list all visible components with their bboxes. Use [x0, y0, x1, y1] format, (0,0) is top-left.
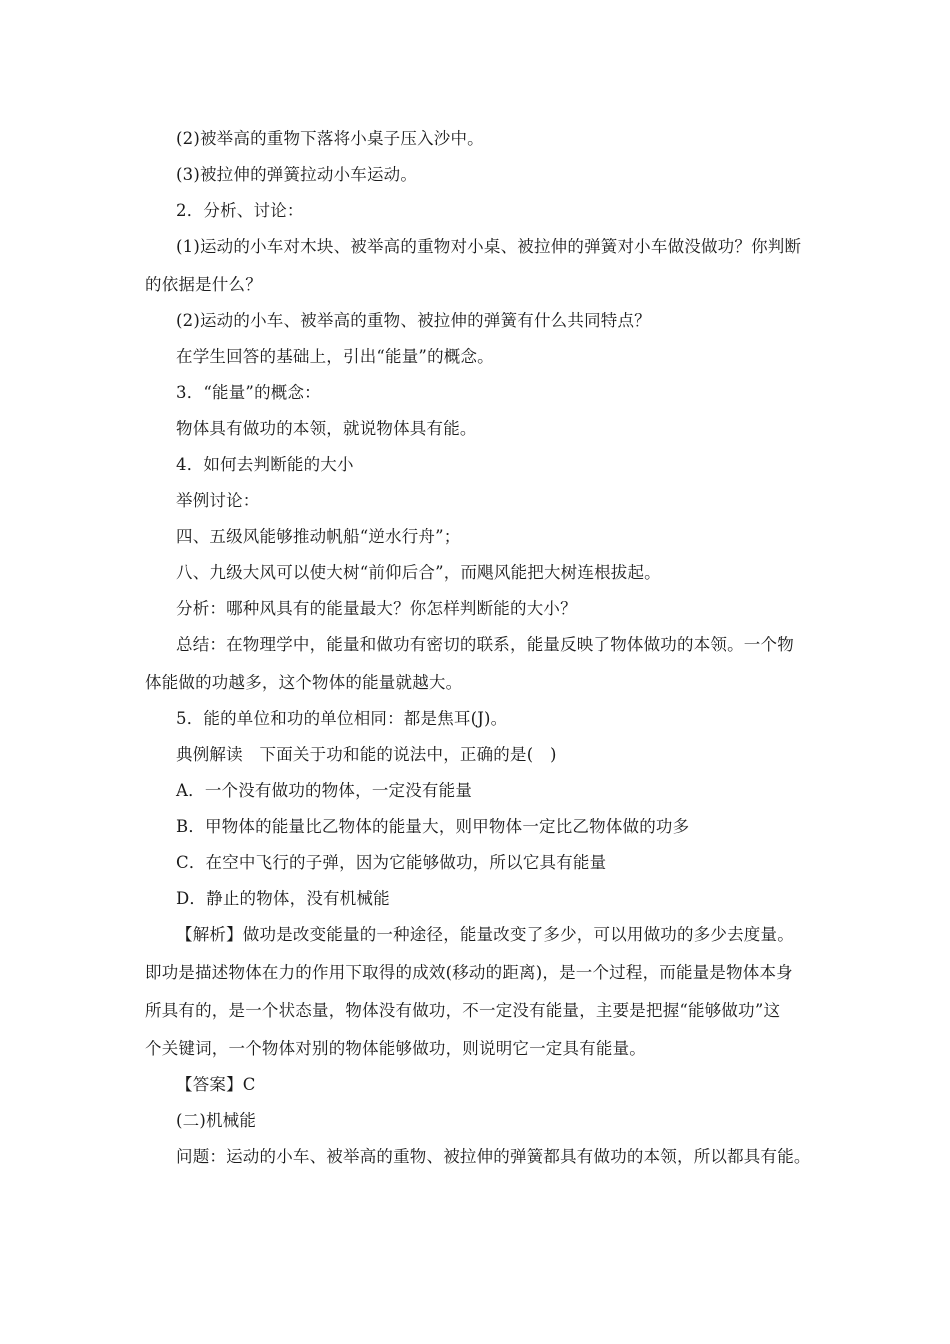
text-line-4: (1)运动的小车对木块、被举高的重物对小桌、被拉伸的弹簧对小车做没做功？你判断: [176, 237, 802, 256]
text-line-6: (2)运动的小车、被举高的重物、被拉伸的弹簧有什么共同特点？: [176, 311, 651, 330]
text-line-20: B．甲物体的能量比乙物体的能量大，则甲物体一定比乙物体做的功多: [176, 817, 690, 836]
text-line-22: D．静止的物体，没有机械能: [176, 889, 390, 908]
text-line-21: C．在空中飞行的子弹，因为它能够做功，所以它具有能量: [176, 853, 607, 872]
text-line-5: 的依据是什么？: [145, 275, 262, 294]
text-line-11: 举例讨论：: [176, 491, 260, 510]
text-line-23: 【解析】做功是改变能量的一种途径，能量改变了多少，可以用做功的多少去度量。: [176, 925, 794, 944]
text-line-9: 物体具有做功的本领，就说物体具有能。: [176, 419, 477, 438]
text-line-25: 所具有的，是一个状态量，物体没有做功，不一定没有能量，主要是把握“能够做功”这: [145, 1001, 781, 1020]
text-line-10: 4．如何去判断能的大小: [176, 455, 354, 474]
text-line-13: 八、九级大风可以使大树“前仰后合”，而飓风能把大树连根拔起。: [176, 563, 661, 582]
text-line-2: (3)被拉伸的弹簧拉动小车运动。: [176, 165, 418, 184]
text-line-19: A．一个没有做功的物体，一定没有能量: [176, 781, 473, 800]
text-line-18: 典例解读 下面关于功和能的说法中，正确的是( ): [176, 745, 557, 764]
text-line-8: 3．“能量”的概念：: [176, 383, 321, 402]
text-line-17: 5．能的单位和功的单位相同：都是焦耳(J)。: [176, 709, 508, 728]
text-line-26: 个关键词，一个物体对别的物体能够做功，则说明它一定具有能量。: [145, 1039, 646, 1058]
text-line-29: 问题：运动的小车、被举高的重物、被拉伸的弹簧都具有做功的本领，所以都具有能。: [176, 1147, 811, 1166]
text-line-28: (二)机械能: [176, 1111, 257, 1130]
text-line-15: 总结：在物理学中，能量和做功有密切的联系，能量反映了物体做功的本领。一个物: [176, 635, 794, 654]
text-line-3: 2．分析、讨论：: [176, 201, 304, 220]
text-line-1: (2)被举高的重物下落将小桌子压入沙中。: [176, 129, 484, 148]
text-line-27: 【答案】C: [176, 1075, 256, 1094]
text-line-16: 体能做的功越多，这个物体的能量就越大。: [145, 673, 463, 692]
text-line-12: 四、五级风能够推动帆船“逆水行舟”；: [176, 527, 461, 546]
text-line-7: 在学生回答的基础上，引出“能量”的概念。: [176, 347, 494, 366]
text-line-24: 即功是描述物体在力的作用下取得的成效(移动的距离)，是一个过程，而能量是物体本身: [145, 963, 793, 982]
text-line-14: 分析：哪种风具有的能量最大？你怎样判断能的大小？: [176, 599, 577, 618]
